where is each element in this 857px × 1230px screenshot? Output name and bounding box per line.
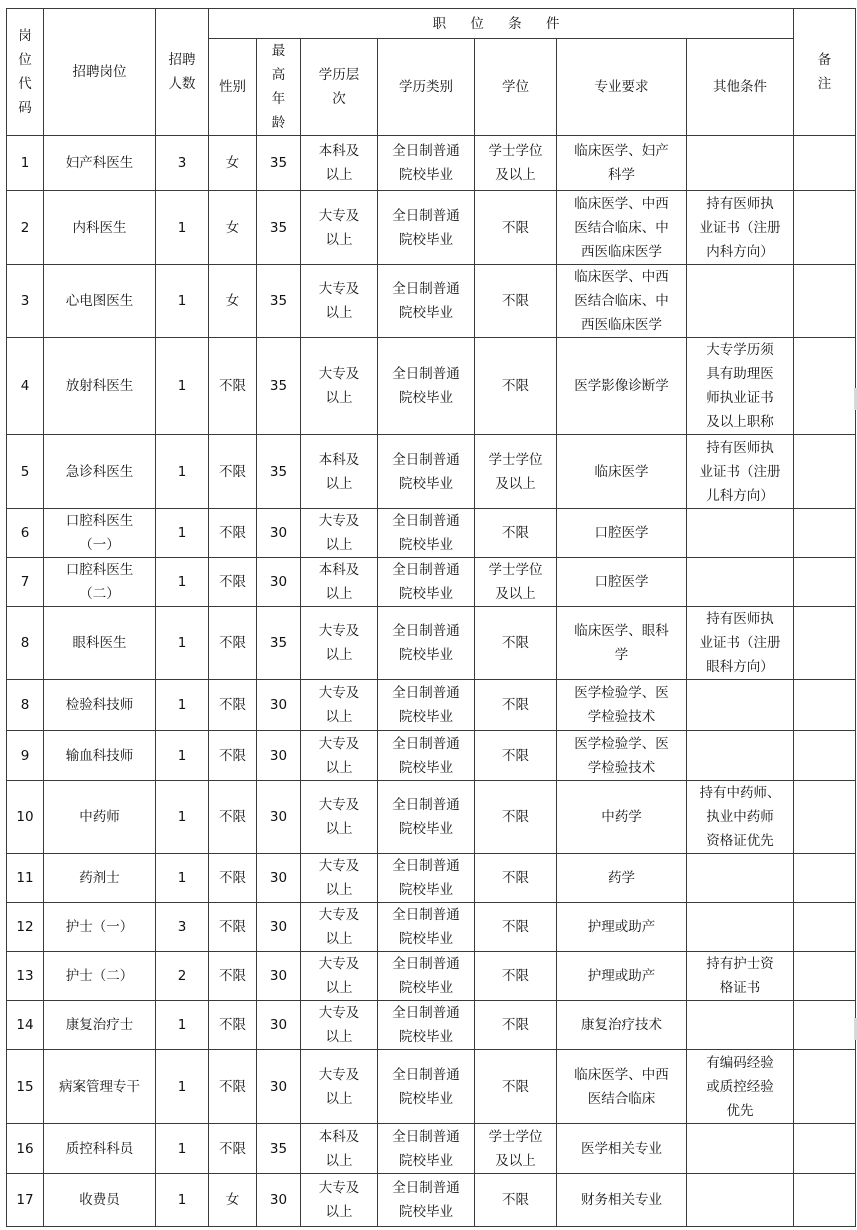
cell-edu-type: 全日制普通 院校毕业	[378, 781, 475, 854]
cell-degree: 学士学位 及以上	[475, 558, 557, 607]
cell-remark	[794, 731, 856, 781]
recruitment-table	[6, 8, 856, 1227]
cell-other	[687, 136, 794, 191]
cell-degree: 不限	[475, 854, 557, 903]
cell-edu-type: 全日制普通 院校毕业	[378, 136, 475, 191]
cell-post: 心电图医生	[44, 265, 156, 338]
cell-edu-level: 大专及 以上	[301, 854, 378, 903]
cell-post: 检验科技师	[44, 680, 156, 731]
cell-post: 病案管理专干	[44, 1050, 156, 1124]
cell-code: 4	[7, 338, 44, 435]
header-post: 招聘岗位	[44, 9, 156, 136]
table-row	[7, 952, 856, 1001]
cell-max-age: 35	[257, 265, 301, 338]
cell-code: 8	[7, 680, 44, 731]
cell-major: 护理或助产	[557, 903, 687, 952]
cell-count: 1	[156, 781, 209, 854]
cell-count: 2	[156, 952, 209, 1001]
table-row	[7, 265, 856, 338]
cell-code: 8	[7, 607, 44, 680]
cell-edu-level: 本科及 以上	[301, 558, 378, 607]
cell-remark	[794, 1174, 856, 1227]
cell-major: 临床医学	[557, 435, 687, 509]
cell-count: 1	[156, 338, 209, 435]
cell-major: 药学	[557, 854, 687, 903]
cell-edu-type: 全日制普通 院校毕业	[378, 265, 475, 338]
cell-edu-level: 大专及 以上	[301, 903, 378, 952]
table-row	[7, 558, 856, 607]
cell-gender: 女	[209, 1174, 257, 1227]
cell-edu-level: 本科及 以上	[301, 136, 378, 191]
cell-edu-type: 全日制普通 院校毕业	[378, 1050, 475, 1124]
cell-post: 口腔科医生 （一）	[44, 509, 156, 558]
table-row	[7, 731, 856, 781]
cell-remark	[794, 903, 856, 952]
cell-edu-type: 全日制普通 院校毕业	[378, 680, 475, 731]
cell-remark	[794, 952, 856, 1001]
cell-post: 放射科医生	[44, 338, 156, 435]
cell-max-age: 35	[257, 338, 301, 435]
table-row	[7, 191, 856, 265]
cell-remark	[794, 1001, 856, 1050]
cell-other	[687, 731, 794, 781]
table-body	[7, 136, 856, 1227]
cell-gender: 不限	[209, 1124, 257, 1174]
table-row	[7, 607, 856, 680]
cell-major: 护理或助产	[557, 952, 687, 1001]
cell-code: 2	[7, 191, 44, 265]
cell-max-age: 30	[257, 1174, 301, 1227]
cell-degree: 不限	[475, 781, 557, 854]
cell-edu-level: 大专及 以上	[301, 1174, 378, 1227]
cell-edu-type: 全日制普通 院校毕业	[378, 607, 475, 680]
cell-major: 临床医学、妇产 科学	[557, 136, 687, 191]
table-row	[7, 781, 856, 854]
cell-other	[687, 854, 794, 903]
cell-degree: 不限	[475, 509, 557, 558]
cell-degree: 不限	[475, 680, 557, 731]
table-row	[7, 136, 856, 191]
header-count: 招聘 人数	[156, 9, 209, 136]
cell-other: 持有医师执 业证书（注册 眼科方向）	[687, 607, 794, 680]
cell-code: 5	[7, 435, 44, 509]
cell-post: 药剂士	[44, 854, 156, 903]
cell-major: 临床医学、眼科 学	[557, 607, 687, 680]
table-row	[7, 854, 856, 903]
cell-count: 1	[156, 558, 209, 607]
cell-gender: 不限	[209, 854, 257, 903]
cell-max-age: 30	[257, 952, 301, 1001]
cell-max-age: 30	[257, 1001, 301, 1050]
cell-remark	[794, 338, 856, 435]
cell-max-age: 30	[257, 903, 301, 952]
cell-gender: 不限	[209, 952, 257, 1001]
header-edu-type: 学历类别	[378, 39, 475, 136]
cell-other: 大专学历须 具有助理医 师执业证书 及以上职称	[687, 338, 794, 435]
cell-degree: 学士学位 及以上	[475, 1124, 557, 1174]
cell-count: 1	[156, 1050, 209, 1124]
cell-count: 3	[156, 136, 209, 191]
cell-degree: 不限	[475, 1174, 557, 1227]
table-row	[7, 1174, 856, 1227]
cell-code: 10	[7, 781, 44, 854]
cell-code: 11	[7, 854, 44, 903]
cell-major: 财务相关专业	[557, 1174, 687, 1227]
cell-major: 医学相关专业	[557, 1124, 687, 1174]
cell-post: 输血科技师	[44, 731, 156, 781]
cell-post: 中药师	[44, 781, 156, 854]
cell-count: 1	[156, 731, 209, 781]
cell-count: 1	[156, 854, 209, 903]
cell-remark	[794, 136, 856, 191]
table-row	[7, 903, 856, 952]
cell-remark	[794, 680, 856, 731]
cell-edu-type: 全日制普通 院校毕业	[378, 509, 475, 558]
cell-count: 3	[156, 903, 209, 952]
cell-other: 有编码经验 或质控经验 优先	[687, 1050, 794, 1124]
cell-gender: 不限	[209, 781, 257, 854]
cell-post: 急诊科医生	[44, 435, 156, 509]
cell-post: 收费员	[44, 1174, 156, 1227]
cell-edu-level: 大专及 以上	[301, 607, 378, 680]
cell-max-age: 30	[257, 1050, 301, 1124]
cell-degree: 不限	[475, 191, 557, 265]
cell-other	[687, 680, 794, 731]
cell-edu-level: 大专及 以上	[301, 265, 378, 338]
cell-gender: 不限	[209, 338, 257, 435]
table-row	[7, 338, 856, 435]
cell-degree: 不限	[475, 731, 557, 781]
cell-edu-level: 大专及 以上	[301, 680, 378, 731]
cell-post: 质控科科员	[44, 1124, 156, 1174]
cell-major: 临床医学、中西 医结合临床	[557, 1050, 687, 1124]
header-gender: 性别	[209, 39, 257, 136]
cell-degree: 不限	[475, 607, 557, 680]
cell-edu-type: 全日制普通 院校毕业	[378, 1001, 475, 1050]
cell-major: 医学检验学、医 学检验技术	[557, 680, 687, 731]
cell-max-age: 30	[257, 680, 301, 731]
cell-gender: 不限	[209, 435, 257, 509]
cell-degree: 学士学位 及以上	[475, 435, 557, 509]
cell-gender: 女	[209, 265, 257, 338]
cell-max-age: 30	[257, 731, 301, 781]
cell-edu-type: 全日制普通 院校毕业	[378, 435, 475, 509]
cell-degree: 学士学位 及以上	[475, 136, 557, 191]
cell-degree: 不限	[475, 265, 557, 338]
cell-edu-type: 全日制普通 院校毕业	[378, 191, 475, 265]
cell-gender: 女	[209, 191, 257, 265]
header-max-age: 最 高 年 龄	[257, 39, 301, 136]
cell-edu-type: 全日制普通 院校毕业	[378, 1124, 475, 1174]
table-row	[7, 1050, 856, 1124]
header-other: 其他条件	[687, 39, 794, 136]
cell-count: 1	[156, 680, 209, 731]
cell-max-age: 30	[257, 854, 301, 903]
cell-other	[687, 558, 794, 607]
cell-gender: 女	[209, 136, 257, 191]
cell-code: 7	[7, 558, 44, 607]
cell-other: 持有中药师、 执业中药师 资格证优先	[687, 781, 794, 854]
cell-count: 1	[156, 265, 209, 338]
cell-code: 9	[7, 731, 44, 781]
cell-max-age: 30	[257, 781, 301, 854]
cell-other: 持有医师执 业证书（注册 儿科方向）	[687, 435, 794, 509]
cell-edu-type: 全日制普通 院校毕业	[378, 558, 475, 607]
cell-max-age: 35	[257, 435, 301, 509]
header-conditions: 职 位 条 件	[209, 9, 794, 39]
cell-edu-level: 本科及 以上	[301, 1124, 378, 1174]
cell-other	[687, 1174, 794, 1227]
cell-post: 内科医生	[44, 191, 156, 265]
cell-remark	[794, 781, 856, 854]
cell-edu-type: 全日制普通 院校毕业	[378, 952, 475, 1001]
cell-major: 口腔医学	[557, 509, 687, 558]
cell-edu-level: 大专及 以上	[301, 509, 378, 558]
cell-gender: 不限	[209, 903, 257, 952]
header-major: 专业要求	[557, 39, 687, 136]
cell-edu-level: 大专及 以上	[301, 191, 378, 265]
cell-max-age: 30	[257, 509, 301, 558]
cell-code: 15	[7, 1050, 44, 1124]
cell-other: 持有医师执 业证书（注册 内科方向）	[687, 191, 794, 265]
cell-count: 1	[156, 191, 209, 265]
cell-code: 17	[7, 1174, 44, 1227]
cell-code: 3	[7, 265, 44, 338]
cell-other: 持有护士资 格证书	[687, 952, 794, 1001]
cell-gender: 不限	[209, 680, 257, 731]
cell-remark	[794, 558, 856, 607]
cell-code: 12	[7, 903, 44, 952]
cell-edu-type: 全日制普通 院校毕业	[378, 854, 475, 903]
cell-major: 口腔医学	[557, 558, 687, 607]
cell-remark	[794, 265, 856, 338]
cell-gender: 不限	[209, 731, 257, 781]
cell-other	[687, 265, 794, 338]
cell-remark	[794, 509, 856, 558]
cell-code: 6	[7, 509, 44, 558]
cell-count: 1	[156, 1174, 209, 1227]
cell-edu-level: 大专及 以上	[301, 952, 378, 1001]
cell-post: 康复治疗士	[44, 1001, 156, 1050]
header-edu-level: 学历层 次	[301, 39, 378, 136]
cell-major: 医学影像诊断学	[557, 338, 687, 435]
cell-other	[687, 903, 794, 952]
cell-degree: 不限	[475, 952, 557, 1001]
cell-code: 1	[7, 136, 44, 191]
cell-max-age: 35	[257, 1124, 301, 1174]
cell-gender: 不限	[209, 607, 257, 680]
cell-post: 妇产科医生	[44, 136, 156, 191]
cell-edu-level: 大专及 以上	[301, 731, 378, 781]
cell-remark	[794, 607, 856, 680]
table-row	[7, 435, 856, 509]
cell-major: 临床医学、中西 医结合临床、中 西医临床医学	[557, 265, 687, 338]
cell-edu-type: 全日制普通 院校毕业	[378, 731, 475, 781]
cell-max-age: 35	[257, 191, 301, 265]
cell-major: 中药学	[557, 781, 687, 854]
cell-count: 1	[156, 1124, 209, 1174]
cell-edu-type: 全日制普通 院校毕业	[378, 1174, 475, 1227]
table-row	[7, 680, 856, 731]
cell-major: 医学检验学、医 学检验技术	[557, 731, 687, 781]
cell-remark	[794, 1124, 856, 1174]
cell-post: 护士（二）	[44, 952, 156, 1001]
cell-remark	[794, 854, 856, 903]
table-row	[7, 509, 856, 558]
cell-degree: 不限	[475, 1050, 557, 1124]
cell-gender: 不限	[209, 558, 257, 607]
cell-edu-level: 大专及 以上	[301, 1001, 378, 1050]
cell-post: 眼科医生	[44, 607, 156, 680]
cell-code: 16	[7, 1124, 44, 1174]
table-row	[7, 1001, 856, 1050]
cell-code: 13	[7, 952, 44, 1001]
header-remarks: 备 注	[794, 9, 856, 136]
cell-edu-level: 大专及 以上	[301, 338, 378, 435]
cell-gender: 不限	[209, 1050, 257, 1124]
cell-remark	[794, 1050, 856, 1124]
cell-gender: 不限	[209, 1001, 257, 1050]
cell-count: 1	[156, 1001, 209, 1050]
cell-max-age: 35	[257, 607, 301, 680]
cell-other	[687, 1124, 794, 1174]
cell-count: 1	[156, 435, 209, 509]
cell-edu-type: 全日制普通 院校毕业	[378, 338, 475, 435]
cell-count: 1	[156, 607, 209, 680]
cell-edu-level: 大专及 以上	[301, 781, 378, 854]
table-row	[7, 1124, 856, 1174]
cell-major: 康复治疗技术	[557, 1001, 687, 1050]
cell-major: 临床医学、中西 医结合临床、中 西医临床医学	[557, 191, 687, 265]
cell-edu-type: 全日制普通 院校毕业	[378, 903, 475, 952]
cell-post: 口腔科医生 （二）	[44, 558, 156, 607]
cell-degree: 不限	[475, 903, 557, 952]
cell-code: 14	[7, 1001, 44, 1050]
cell-max-age: 35	[257, 136, 301, 191]
cell-count: 1	[156, 509, 209, 558]
cell-remark	[794, 435, 856, 509]
cell-degree: 不限	[475, 1001, 557, 1050]
cell-post: 护士（一）	[44, 903, 156, 952]
header-degree: 学位	[475, 39, 557, 136]
cell-other	[687, 509, 794, 558]
cell-degree: 不限	[475, 338, 557, 435]
cell-gender: 不限	[209, 509, 257, 558]
header-code: 岗 位 代 码	[7, 9, 44, 136]
cell-other	[687, 1001, 794, 1050]
cell-edu-level: 本科及 以上	[301, 435, 378, 509]
cell-edu-level: 大专及 以上	[301, 1050, 378, 1124]
cell-max-age: 30	[257, 558, 301, 607]
cell-remark	[794, 191, 856, 265]
